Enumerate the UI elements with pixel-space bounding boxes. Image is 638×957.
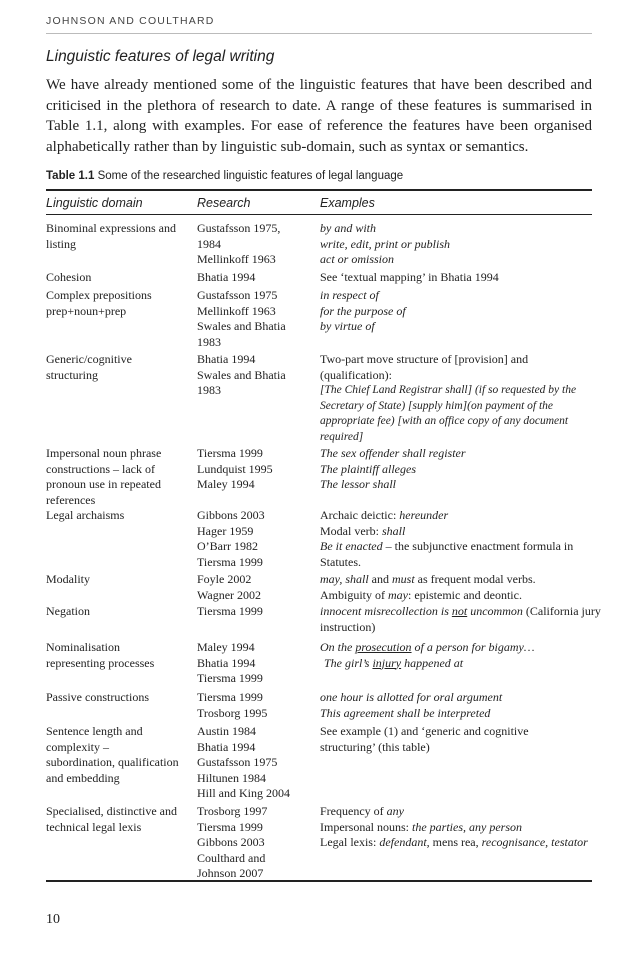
research-text: Gustafsson 1975,	[197, 221, 281, 235]
example-text: This agreement shall be interpreted	[320, 705, 491, 720]
research-cell	[197, 352, 317, 399]
domain-text: Binominal expressions and	[46, 221, 176, 235]
examples-cell	[320, 640, 592, 671]
domain-cell	[46, 572, 194, 588]
example-text: may, shall and must as frequent modal verbs.	[320, 572, 536, 586]
table-caption	[46, 170, 403, 182]
example-text: [The Chief Land Registrar shall] (if so requested by the Secretary of State) [supply him](on payment of the appropriate fee) [with an office copy of any document required]	[320, 384, 577, 443]
research-text: Gustafsson 1975	[197, 288, 278, 302]
example-text: in respect of	[320, 288, 379, 302]
research-text: 1983	[197, 383, 221, 397]
examples-cell	[320, 724, 592, 755]
domain-text: listing	[46, 236, 77, 251]
domain-text: Complex prepositions	[46, 288, 152, 302]
domain-text: technical legal lexis	[46, 819, 142, 834]
domain-text: Passive constructions	[46, 690, 149, 704]
research-text: Austin 1984	[197, 724, 257, 738]
examples-cell	[320, 572, 592, 603]
domain-text: Impersonal noun phrase	[46, 446, 162, 460]
column-header-examples: Examples	[320, 196, 375, 210]
domain-text: structuring	[46, 367, 98, 382]
research-text: Foyle 2002	[197, 572, 252, 586]
example-text: Frequency of any	[320, 804, 404, 818]
example-text: Statutes.	[320, 554, 361, 569]
research-cell	[197, 288, 317, 350]
research-text: Maley 1994	[197, 640, 255, 654]
domain-cell	[46, 640, 194, 671]
research-text: Mellinkoff 1963	[197, 252, 276, 266]
research-text: Coulthard and	[197, 850, 266, 865]
domain-text: constructions – lack of	[46, 461, 155, 476]
research-text: Hill and King 2004	[197, 786, 290, 800]
column-header-research: Research	[197, 196, 251, 210]
example-text: Archaic deictic: hereunder	[320, 508, 449, 522]
domain-cell	[46, 446, 194, 508]
example-text: for the purpose of	[320, 303, 406, 318]
example-text: structuring’ (this table)	[320, 739, 430, 754]
table-caption-label: Table 1.1	[46, 170, 95, 182]
research-text: Bhatia 1994	[197, 655, 256, 670]
research-cell	[197, 604, 317, 620]
running-head: JOHNSON AND COULTHARD	[46, 15, 215, 27]
research-text: Bhatia 1994	[197, 352, 256, 366]
research-text: Johnson 2007	[197, 866, 264, 880]
example-text: Legal lexis: defendant, mens rea, recognisance, testator	[320, 835, 588, 849]
domain-cell	[46, 508, 194, 524]
research-cell	[197, 690, 317, 721]
examples-cell	[320, 804, 592, 851]
example-text: act or omission	[320, 252, 395, 266]
research-text: Wagner 2002	[197, 587, 262, 602]
examples-cell	[320, 270, 592, 286]
table-header-rule	[46, 214, 592, 215]
column-header-domain: Linguistic domain	[46, 196, 143, 210]
research-text: Hiltunen 1984	[197, 770, 266, 785]
example-text: innocent misrecollection is not uncommon (California jury	[320, 604, 601, 618]
research-text: Tiersma 1999	[197, 554, 263, 569]
domain-cell	[46, 804, 194, 835]
examples-cell	[320, 288, 592, 335]
example-text: Be it enacted – the subjunctive enactment formula in	[320, 539, 574, 553]
research-cell	[197, 270, 317, 286]
domain-text: Generic/cognitive	[46, 352, 132, 366]
research-text: Tiersma 1999	[197, 819, 263, 834]
domain-text: Specialised, distinctive and	[46, 804, 177, 818]
research-text: 1984	[197, 236, 221, 251]
example-text: The lessor shall	[320, 477, 397, 491]
research-text: Bhatia 1994	[197, 270, 256, 284]
table-bottom-rule	[46, 880, 592, 882]
example-text: by virtue of	[320, 319, 375, 333]
research-text: Gustafsson 1975	[197, 755, 278, 769]
examples-cell	[320, 604, 601, 635]
domain-cell	[46, 270, 194, 286]
intro-paragraph: We have already mentioned some of the linguistic features that have been described and criticised in the plethora of research to date. A range of these features is summarised in Table 1.1, along with examples. For ease of reference the features have been organised alphabetically rather than by linguistic sub-domain, such as syntax or semantics.	[46, 77, 592, 155]
example-text: See ‘textual mapping’ in Bhatia 1994	[320, 270, 499, 284]
research-text: Maley 1994	[197, 477, 255, 491]
example-text: by and with	[320, 221, 376, 235]
domain-cell	[46, 352, 194, 383]
example-text: Modal verb: shall	[320, 523, 406, 538]
page-number: 10	[46, 912, 60, 927]
research-text: Tiersma 1999	[197, 446, 263, 460]
domain-text: Negation	[46, 604, 90, 618]
examples-cell	[320, 446, 592, 493]
research-cell	[197, 572, 317, 603]
example-text: Ambiguity of may: epistemic and deontic.	[320, 587, 522, 602]
research-text: Gibbons 2003	[197, 835, 265, 849]
domain-text: pronoun use in repeated	[46, 477, 161, 491]
example-text: The girl’s injury happened at	[324, 655, 464, 670]
example-text: write, edit, print or publish	[320, 236, 451, 251]
examples-cell	[320, 352, 592, 445]
examples-cell	[320, 508, 592, 570]
examples-cell	[320, 690, 592, 721]
domain-text: subordination, qualification	[46, 755, 179, 769]
research-cell	[197, 508, 317, 570]
research-text: Gibbons 2003	[197, 508, 265, 522]
research-text: Mellinkoff 1963	[197, 303, 276, 318]
research-text: Lundquist 1995	[197, 461, 273, 476]
research-text: Trosborg 1995	[197, 705, 268, 720]
example-text: See example (1) and ‘generic and cognitive	[320, 724, 529, 738]
domain-text: complexity –	[46, 739, 109, 754]
example-text: The plaintiff alleges	[320, 461, 416, 476]
research-text: Bhatia 1994	[197, 739, 256, 754]
research-cell	[197, 221, 317, 268]
research-text: Tiersma 1999	[197, 604, 263, 618]
domain-cell	[46, 221, 194, 252]
research-text: Swales and Bhatia	[197, 319, 286, 333]
domain-text: prep+noun+prep	[46, 303, 127, 318]
examples-cell	[320, 221, 592, 268]
research-text: Hager 1959	[197, 523, 254, 538]
example-text: Impersonal nouns: the parties, any person	[320, 819, 522, 834]
domain-cell	[46, 288, 194, 319]
research-cell	[197, 640, 317, 687]
domain-cell	[46, 604, 194, 620]
domain-text: Legal archaisms	[46, 508, 125, 522]
example-text: Two-part move structure of [provision] and	[320, 352, 529, 366]
domain-text: Modality	[46, 572, 90, 586]
domain-text: Cohesion	[46, 270, 92, 284]
header-rule	[46, 33, 592, 34]
table-top-rule	[46, 189, 592, 191]
domain-text: Sentence length and	[46, 724, 143, 738]
research-cell	[197, 446, 317, 493]
domain-cell	[46, 724, 194, 786]
book-page	[46, 0, 601, 957]
domain-text: and embedding	[46, 770, 120, 785]
research-cell	[197, 804, 317, 882]
research-text: Trosborg 1997	[197, 804, 268, 818]
domain-text: representing processes	[46, 655, 155, 670]
table-caption-text: Some of the researched linguistic features of legal language	[97, 170, 404, 182]
research-text: Swales and Bhatia	[197, 367, 286, 382]
research-cell	[197, 724, 317, 802]
research-text: Tiersma 1999	[197, 690, 263, 704]
domain-text: references	[46, 492, 96, 507]
section-heading: Linguistic features of legal writing	[46, 48, 275, 65]
example-text: On the prosecution of a person for bigamy…	[320, 640, 535, 654]
example-text: one hour is allotted for oral argument	[320, 690, 503, 704]
example-text: The sex offender shall register	[320, 446, 466, 460]
domain-cell	[46, 690, 194, 706]
domain-text: Nominalisation	[46, 640, 120, 654]
research-text: Tiersma 1999	[197, 671, 263, 685]
example-text: instruction)	[320, 619, 376, 634]
research-text: O’Barr 1982	[197, 539, 258, 553]
research-text: 1983	[197, 334, 221, 349]
example-text: (qualification):	[320, 367, 392, 382]
